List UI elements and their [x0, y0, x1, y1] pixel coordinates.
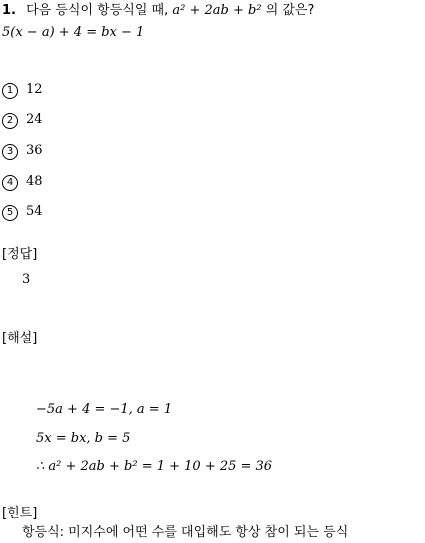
choice-value: 48 — [26, 174, 43, 189]
hint-label: [힌트] — [2, 506, 38, 521]
choice-marker: 4 — [2, 175, 18, 191]
choice-3[interactable] — [2, 142, 43, 160]
question-prompt: 다음 등식이 항등식일 때, — [26, 3, 169, 18]
question-expression: a² + 2ab + b² — [172, 3, 262, 18]
choice-value: 54 — [26, 204, 43, 219]
choice-5[interactable] — [2, 203, 43, 221]
choice-value: 24 — [26, 112, 43, 127]
answer-value: 3 — [22, 272, 31, 287]
question-suffix: 의 값은? — [265, 3, 315, 18]
choice-value: 36 — [26, 143, 43, 158]
explanation-line-3: ∴ a² + 2ab + b² = 1 + 10 + 25 = 36 — [36, 459, 273, 474]
choice-marker: 1 — [2, 83, 18, 99]
choice-1[interactable] — [2, 81, 43, 99]
choice-2[interactable] — [2, 111, 43, 129]
explanation-line-2: 5x = bx, b = 5 — [36, 431, 131, 446]
hint-text: 항등식: 미지수에 어떤 수를 대입해도 항상 참이 되는 등식 — [22, 525, 349, 540]
choice-marker: 3 — [2, 144, 18, 160]
question-line — [2, 2, 314, 20]
explanation-line-1: −5a + 4 = −1, a = 1 — [36, 402, 173, 417]
explanation-label: [해설] — [2, 331, 38, 346]
choice-4[interactable] — [2, 173, 43, 191]
question-equation: 5(x − a) + 4 = bx − 1 — [2, 25, 145, 40]
choice-marker: 5 — [2, 205, 18, 221]
choice-value: 12 — [26, 82, 43, 97]
question-number: 1. — [2, 3, 16, 18]
choice-marker: 2 — [2, 113, 18, 129]
answer-label: [정답] — [2, 247, 38, 262]
